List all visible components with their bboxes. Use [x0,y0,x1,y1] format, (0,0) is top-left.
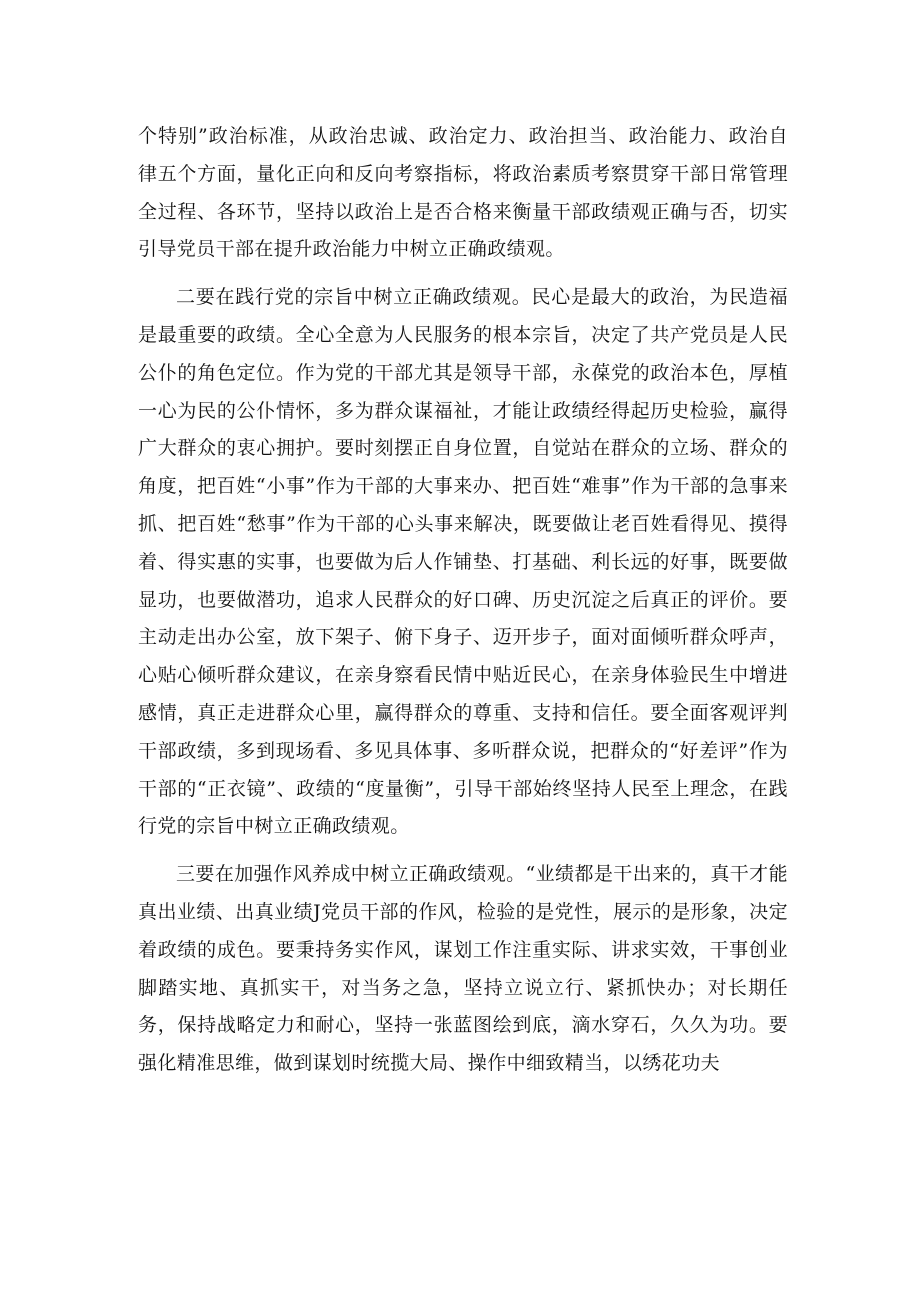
document-body [138,118,788,1083]
paragraph-third-point: 三要在加强作风养成中树立正确政绩观。“业绩都是干出来的，真干才能真出业绩、出真业绩J党员干部的作风，检验的是党性，展示的是形象，决定着政绩的成色。要秉持务实作风，谋划工作注重实际、讲求实效，干事创业脚踏实地、真抓实干，对当务之急，坚持立说立行、紧抓快办；对长期任务，保持战略定力和耐心，坚持一张蓝图绘到底，滴水穿石，久久为功。要强化精准思维，做到谋划时统揽大局、操作中细致精当，以绣花功夫 [138,863,788,1075]
paragraph-continuation: 个特别”政治标准，从政治忠诚、政治定力、政治担当、政治能力、政治自律五个方面，量化正向和反向考察指标，将政治素质考察贯穿干部日常管理全过程、各环节，坚持以政治上是否合格来衡量干部政绩观正确与否，切实引导党员干部在提升政治能力中树立正确政绩观。 [138,125,788,261]
paragraph-second-point: 二要在践行党的宗旨中树立正确政绩观。民心是最大的政治，为民造福是最重要的政绩。全心全意为人民服务的根本宗旨，决定了共产党员是人民公仆的角色定位。作为党的干部尤其是领导干部，永葆党的政治本色，厚植一心为民的公仆情怀，多为群众谋福祉，才能让政绩经得起历史检验，赢得广大群众的衷心拥护。要时刻摆正自身位置，自觉站在群众的立场、群众的角度，把百姓“小事”作为干部的大事来办、把百姓“难事”作为干部的急事来抓、把百姓“愁事”作为干部的心头事来解决，既要做让老百姓看得见、摸得着、得实惠的实事，也要做为后人作铺垫、打基础、利长远的好事，既要做显功，也要做潜功，追求人民群众的好口碑、历史沉淀之后真正的评价。要主动走出办公室，放下架子、俯下身子、迈开步子，面对面倾听群众呼声，心贴心倾听群众建议，在亲身察看民情中贴近民心，在亲身体验民生中增进感情，真正走进群众心里，赢得群众的尊重、支持和信任。要全面客观评判干部政绩，多到现场看、多见具体事、多听群众说，把群众的“好差评”作为干部的“正衣镜”、政绩的“度量衡”，引导干部始终坚持人民至上理念，在践行党的宗旨中树立正确政绩观。 [138,286,788,838]
